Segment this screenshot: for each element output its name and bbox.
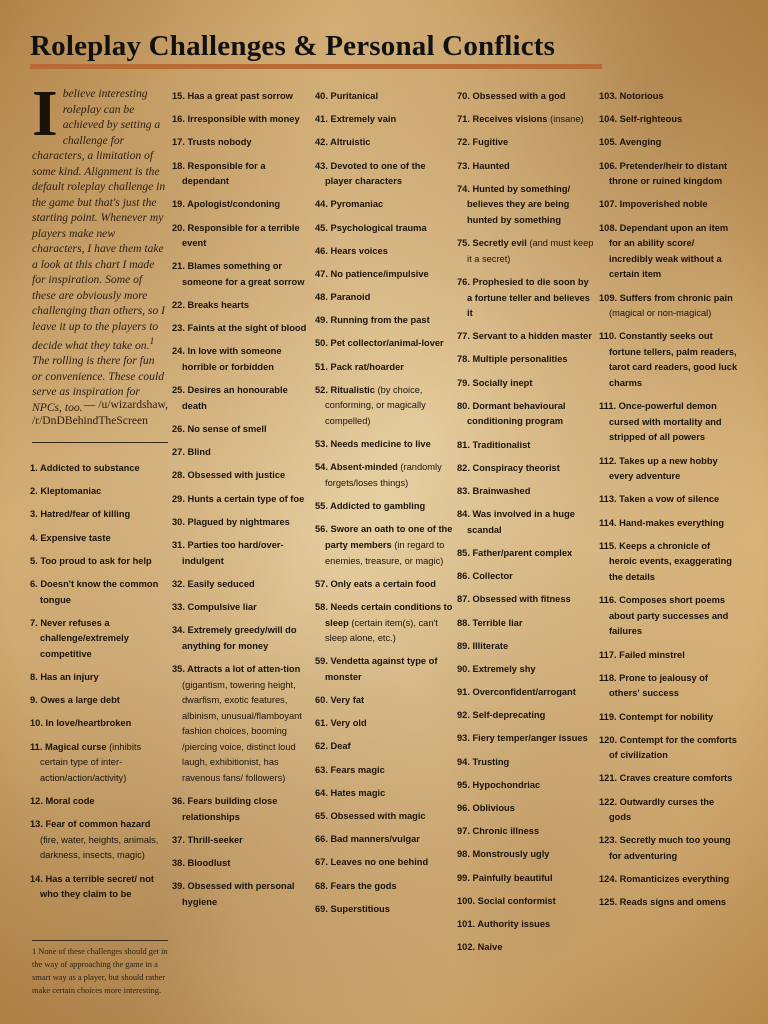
challenge-item — [172, 833, 310, 849]
challenge-label: 53. Needs medicine to live — [315, 439, 431, 450]
challenge-label: 95. Hypochondriac — [457, 779, 541, 790]
challenge-label: 123. Secretly much too young for adventuring — [599, 835, 731, 862]
challenge-item — [172, 422, 310, 438]
challenge-label: 96. Oblivious — [457, 803, 515, 814]
challenge-item — [457, 329, 595, 345]
challenge-column-2 — [172, 89, 310, 918]
challenge-label: 109. Suffers from chronic pain — [599, 292, 733, 303]
challenge-label: 19. Apologist/condoning — [172, 199, 281, 210]
challenge-item — [457, 112, 595, 128]
challenge-item — [30, 461, 168, 477]
challenge-note: (certain item(s), can't sleep alone, etc.) — [325, 617, 438, 644]
challenge-label: 7. Never refuses a challenge/extremely competitive — [30, 617, 129, 659]
challenge-label: 106. Pretender/heir to distant throne or ruined kingdom — [599, 160, 728, 187]
challenge-item — [30, 507, 168, 523]
signature-author: — /u/wizardshaw, — [83, 398, 168, 411]
challenge-item — [172, 538, 310, 569]
challenge-label: 104. Self-righteous — [599, 114, 683, 125]
challenge-label: 34. Extremely greedy/will do anything for money — [172, 625, 297, 651]
challenge-label: 100. Social conformist — [457, 895, 556, 906]
challenge-label: 85. Father/parent complex — [457, 547, 573, 558]
challenge-item — [599, 159, 739, 190]
challenge-item — [315, 499, 453, 515]
challenge-label: 120. Contempt for the comforts of civilization — [599, 734, 737, 761]
intro-text-continued: The rolling is there for fun or convenience. These could serve as inspiration for NPCs, too. — [32, 354, 164, 414]
challenge-item — [172, 468, 310, 484]
challenge-item — [457, 135, 595, 151]
challenge-label: 41. Extremely vain — [315, 114, 397, 125]
challenge-label: 84. Was involved in a huge scandal — [457, 509, 575, 535]
challenge-item — [315, 112, 453, 128]
challenge-item — [30, 670, 168, 686]
challenge-item — [457, 894, 595, 910]
challenge-label: 67. Leaves no one behind — [315, 857, 429, 868]
challenge-label: 62. Deaf — [315, 741, 351, 752]
challenge-note: (by choice, conforming, or magically compelled) — [325, 384, 426, 427]
challenge-label: 68. Fears the gods — [315, 880, 397, 891]
challenge-item — [30, 872, 168, 903]
challenge-item — [457, 484, 595, 500]
challenge-item — [30, 531, 168, 547]
challenge-label: 101. Authority issues — [457, 918, 551, 929]
footnote-divider — [32, 940, 168, 941]
challenge-label: 24. In love with someone horrible or forbidden — [172, 346, 282, 373]
challenge-column-4 — [457, 89, 595, 963]
challenge-label: 59. Vendetta against type of monster — [315, 656, 438, 682]
challenge-item — [599, 329, 739, 391]
challenge-item — [457, 182, 595, 229]
challenge-note: (magical or non-magical) — [609, 308, 712, 319]
challenge-label: 117. Failed minstrel — [599, 649, 685, 660]
challenge-label: 91. Overconfident/arrogant — [457, 687, 576, 698]
challenge-label: 112. Takes up a new hobby every adventure — [599, 455, 718, 482]
challenge-label: 8. Has an injury — [30, 672, 99, 683]
challenge-label: 81. Traditionalist — [457, 439, 531, 450]
challenge-label: 14. Has a terrible secret/ not who they claim to be — [30, 873, 155, 900]
challenge-item — [30, 740, 168, 787]
challenge-item — [457, 801, 595, 817]
challenge-label: 116. Composes short poems about party successes and failures — [599, 595, 729, 637]
challenge-label: 99. Painfully beautiful — [457, 872, 553, 883]
challenge-item — [315, 763, 453, 779]
challenge-item — [172, 794, 310, 825]
challenge-item — [457, 708, 595, 724]
challenge-label: 92. Self-deprecating — [457, 710, 546, 721]
challenge-item — [172, 89, 310, 105]
challenge-item — [457, 755, 595, 771]
challenge-item — [172, 298, 310, 314]
challenge-label: 107. Impoverished noble — [599, 199, 708, 210]
challenge-label: 56. Swore an oath to one of the party members — [315, 524, 453, 550]
challenge-item — [30, 616, 168, 663]
signature-subreddit: /r/DnDBehindTheScreen — [32, 414, 148, 427]
challenge-note: (fire, water, heights, animals, darkness, insects, magic) — [40, 834, 159, 861]
challenge-item — [457, 352, 595, 368]
challenge-label: 40. Puritanical — [315, 91, 379, 101]
challenge-note: (insane) — [547, 114, 584, 125]
challenge-item — [172, 135, 310, 151]
challenge-item — [457, 275, 595, 322]
challenge-label: 76. Prophesied to die soon by a fortune teller and believes it — [457, 276, 590, 319]
challenge-label: 86. Collector — [457, 571, 513, 582]
challenge-label: 118. Prone to jealousy of others' success — [599, 672, 709, 699]
challenge-label: 51. Pack rat/hoarder — [315, 361, 404, 372]
challenge-item — [457, 461, 595, 477]
challenge-item — [315, 654, 453, 685]
challenge-item — [172, 577, 310, 593]
challenge-item — [315, 336, 453, 352]
challenge-label: 50. Pet collector/animal-lover — [315, 338, 444, 349]
challenge-label: 115. Keeps a chronicle of heroic events, exaggerating the details — [599, 540, 732, 582]
challenge-item — [30, 554, 168, 570]
challenge-item — [315, 716, 453, 732]
challenge-label: 90. Extremely shy — [457, 663, 536, 674]
challenge-label: 73. Haunted — [457, 160, 510, 171]
challenge-label: 42. Altruistic — [315, 137, 371, 148]
challenge-label: 3. Hatred/fear of killing — [30, 509, 131, 520]
challenge-label: 2. Kleptomaniac — [30, 486, 102, 497]
challenge-item — [172, 879, 310, 910]
challenge-label: 80. Dormant behavioural conditioning program — [457, 400, 566, 427]
challenge-item — [172, 623, 310, 654]
challenge-item — [457, 89, 595, 105]
challenge-item — [315, 460, 453, 491]
challenge-label: 65. Obsessed with magic — [315, 811, 426, 822]
footnote-marker: 1 — [149, 336, 155, 347]
challenge-label: 20. Responsible for a terrible event — [172, 222, 300, 249]
challenge-item — [315, 159, 453, 190]
challenge-label: 31. Parties too hard/over-indulgent — [172, 539, 284, 566]
challenge-label: 21. Blames something or someone for a great sorrow — [172, 261, 305, 287]
challenge-item — [315, 902, 453, 918]
challenge-label: 26. No sense of smell — [172, 424, 267, 435]
challenge-label: 29. Hunts a certain type of foe — [172, 493, 305, 504]
challenge-item — [457, 592, 595, 608]
challenge-item — [315, 244, 453, 260]
challenge-label: 13. Fear of common hazard — [30, 819, 151, 830]
challenge-item — [457, 778, 595, 794]
challenge-item — [315, 383, 453, 430]
challenge-item — [315, 855, 453, 871]
challenge-item — [315, 221, 453, 237]
challenge-label: 108. Dependant upon an item for an ability score/ incredibly weak without a certain item — [599, 222, 729, 280]
signature-divider — [32, 442, 168, 443]
challenge-item — [172, 221, 310, 252]
challenge-item — [315, 786, 453, 802]
challenge-label: 4. Expensive taste — [30, 532, 111, 543]
challenge-label: 71. Receives visions — [457, 114, 548, 125]
challenge-label: 103. Notorious — [599, 91, 664, 101]
challenge-item — [315, 600, 453, 647]
challenge-item — [599, 197, 739, 213]
challenge-note: (randomly forgets/loses things) — [325, 462, 442, 488]
challenge-label: 124. Romanticizes everything — [599, 874, 730, 885]
challenge-label: 23. Faints at the sight of blood — [172, 323, 307, 334]
challenge-label: 27. Blind — [172, 447, 211, 458]
challenge-label: 111. Once-powerful demon cursed with mortality and stripped of all powers — [599, 401, 722, 443]
challenge-label: 78. Multiple personalities — [457, 354, 568, 365]
challenge-label: 113. Taken a vow of silence — [599, 494, 720, 505]
challenge-label: 75. Secretly evil — [457, 238, 527, 249]
challenge-label: 61. Very old — [315, 718, 367, 729]
challenge-item — [599, 648, 739, 664]
challenge-label: 82. Conspiracy theorist — [457, 462, 560, 473]
drop-cap: I — [32, 77, 58, 150]
challenge-column-5 — [599, 89, 739, 919]
challenge-item — [599, 221, 739, 283]
challenge-label: 58. Needs certain conditions to sleep — [315, 601, 453, 628]
challenge-label: 105. Avenging — [599, 137, 662, 148]
challenge-item — [30, 817, 168, 864]
challenge-label: 30. Plagued by nightmares — [172, 516, 290, 527]
challenge-item — [599, 872, 739, 888]
challenge-item — [172, 383, 310, 414]
challenge-label: 6. Doesn't know the common tongue — [30, 578, 159, 605]
challenge-label: 17. Trusts nobody — [172, 137, 252, 148]
challenge-label: 74. Hunted by something/ believes they are being hunted by something — [457, 183, 571, 225]
challenge-label: 52. Ritualistic — [315, 384, 375, 395]
challenge-item — [599, 89, 739, 105]
challenge-item — [30, 693, 168, 709]
challenge-label: 37. Thrill-seeker — [172, 835, 243, 846]
challenge-label: 36. Fears building close relationships — [172, 796, 278, 822]
challenge-item — [457, 616, 595, 632]
challenge-item — [457, 917, 595, 933]
challenge-item — [315, 577, 453, 593]
challenge-item — [599, 492, 739, 508]
challenge-item — [30, 484, 168, 500]
challenge-label: 114. Hand-makes everything — [599, 517, 725, 528]
challenge-column-1 — [30, 461, 168, 910]
challenge-item — [599, 593, 739, 640]
challenge-item — [599, 135, 739, 151]
challenge-label: 9. Owes a large debt — [30, 695, 120, 706]
title-underline — [30, 64, 602, 69]
challenge-item — [30, 716, 168, 732]
challenge-item — [599, 895, 739, 911]
challenge-label: 63. Fears magic — [315, 764, 385, 775]
challenge-item — [599, 112, 739, 128]
challenge-label: 48. Paranoid — [315, 292, 371, 303]
challenge-item — [599, 710, 739, 726]
challenge-label: 79. Socially inept — [457, 377, 533, 388]
challenge-item — [457, 871, 595, 887]
challenge-item — [457, 507, 595, 538]
challenge-label: 57. Only eats a certain food — [315, 578, 436, 589]
challenge-item — [172, 344, 310, 375]
challenge-label: 89. Illiterate — [457, 640, 509, 651]
challenge-item — [172, 321, 310, 337]
challenge-item — [30, 794, 168, 810]
challenge-label: 83. Brainwashed — [457, 486, 531, 496]
challenge-label: 15. Has a great past sorrow — [172, 91, 293, 101]
challenge-item — [599, 291, 739, 322]
challenge-item — [457, 236, 595, 267]
signature — [32, 397, 168, 429]
challenge-item — [457, 847, 595, 863]
challenge-label: 110. Constantly seeks out fortune tellers, palm readers, tarot card readers, good luck charms — [599, 331, 738, 389]
challenge-label: 33. Compulsive liar — [172, 601, 257, 612]
challenge-item — [315, 290, 453, 306]
challenge-label: 5. Too proud to ask for help — [30, 555, 152, 566]
challenge-label: 66. Bad manners/vulgar — [315, 834, 420, 845]
challenge-item — [599, 454, 739, 485]
challenge-item — [172, 197, 310, 213]
challenge-item — [172, 445, 310, 461]
challenge-label: 38. Bloodlust — [172, 858, 231, 869]
challenge-item — [315, 135, 453, 151]
challenge-item — [172, 159, 310, 190]
challenge-item — [315, 437, 453, 453]
challenge-item — [599, 671, 739, 702]
challenge-label: 77. Servant to a hidden master — [457, 331, 592, 342]
challenge-item — [315, 879, 453, 895]
challenge-label: 125. Reads signs and omens — [599, 897, 727, 908]
challenge-label: 69. Superstitious — [315, 903, 390, 914]
challenge-label: 25. Desires an honourable death — [172, 385, 288, 411]
challenge-label: 18. Responsible for a dependant — [172, 160, 266, 187]
challenge-note: (gigantism, towering height, dwarfism, exotic features, albinism, unusual/flamboyant fashion choices, booming /piercing voice, distinct loud laugh, exhibitionist, has ravenous fans/ followers) — [182, 679, 302, 784]
challenge-item — [599, 771, 739, 787]
challenge-item — [315, 89, 453, 105]
challenge-item — [599, 539, 739, 586]
challenge-note: (and must keep it a secret) — [467, 238, 594, 264]
challenge-item — [457, 731, 595, 747]
challenge-item — [172, 492, 310, 508]
challenge-label: 55. Addicted to gambling — [315, 501, 426, 512]
challenge-label: 28. Obsessed with justice — [172, 470, 286, 481]
challenge-item — [172, 600, 310, 616]
challenge-item — [457, 824, 595, 840]
challenge-label: 93. Fiery temper/anger issues — [457, 733, 588, 744]
challenge-label: 11. Magical curse — [30, 741, 107, 752]
challenge-item — [599, 833, 739, 864]
challenge-item — [599, 399, 739, 446]
challenge-label: 54. Absent-minded — [315, 462, 398, 473]
challenge-label: 121. Craves creature comforts — [599, 773, 733, 784]
challenge-label: 94. Trusting — [457, 756, 510, 767]
challenge-label: 64. Hates magic — [315, 787, 386, 798]
footnote: 1 None of these challenges should get in the way of approaching the game in a smart way as a player, but should rather make certain choices more interesting. — [32, 947, 168, 995]
challenge-item — [457, 376, 595, 392]
challenge-item — [30, 577, 168, 608]
challenge-label: 122. Outwardly curses the gods — [599, 796, 715, 823]
challenge-note: (in regard to enemies, treasure, or magic) — [325, 539, 445, 566]
challenge-label: 22. Breaks hearts — [172, 300, 250, 311]
challenge-label: 98. Monstrously ugly — [457, 849, 550, 860]
challenge-label: 72. Fugitive — [457, 137, 509, 148]
challenge-label: 88. Terrible liar — [457, 617, 523, 628]
challenge-label: 39. Obsessed with personal hygiene — [172, 881, 295, 907]
challenge-label: 46. Hears voices — [315, 245, 388, 256]
challenge-label: 44. Pyromaniac — [315, 199, 384, 210]
challenge-note: (inhibits certain type of inter-action/action/activity) — [40, 741, 142, 783]
challenge-label: 97. Chronic illness — [457, 826, 540, 837]
challenge-item — [599, 516, 739, 532]
challenge-item — [457, 569, 595, 585]
challenge-column-3 — [315, 89, 453, 925]
challenge-item — [172, 259, 310, 290]
challenge-label: 47. No patience/impulsive — [315, 268, 429, 279]
page-title: Roleplay Challenges & Personal Conflicts — [30, 30, 556, 62]
challenge-item — [315, 809, 453, 825]
challenge-item — [315, 313, 453, 329]
challenge-item — [315, 739, 453, 755]
challenge-item — [172, 112, 310, 128]
challenge-item — [172, 515, 310, 531]
challenge-item — [457, 399, 595, 430]
challenge-label: 49. Running from the past — [315, 315, 430, 326]
challenge-item — [315, 360, 453, 376]
challenge-item — [457, 546, 595, 562]
challenge-label: 1. Addicted to substance — [30, 463, 140, 473]
challenge-label: 12. Moral code — [30, 796, 95, 807]
challenge-label: 60. Very fat — [315, 695, 365, 706]
challenge-label: 43. Devoted to one of the player characters — [315, 160, 426, 187]
challenge-item — [457, 438, 595, 454]
challenge-item — [457, 685, 595, 701]
challenge-item — [315, 522, 453, 569]
challenge-label: 35. Attracts a lot of atten-tion — [172, 663, 301, 674]
intro-paragraph — [32, 77, 167, 415]
challenge-item — [599, 733, 739, 764]
challenge-item — [599, 795, 739, 826]
challenge-item — [172, 856, 310, 872]
challenge-label: 102. Naive — [457, 942, 503, 953]
challenge-label: 45. Psychological trauma — [315, 222, 427, 233]
challenge-label: 70. Obsessed with a god — [457, 91, 566, 101]
challenge-item — [457, 662, 595, 678]
challenge-label: 119. Contempt for nobility — [599, 711, 714, 722]
challenge-item — [457, 159, 595, 175]
challenge-item — [457, 639, 595, 655]
challenge-item — [172, 662, 310, 787]
challenge-label: 16. Irresponsible with money — [172, 114, 300, 125]
challenge-label: 32. Easily seduced — [172, 578, 255, 589]
challenge-label: 10. In love/heartbroken — [30, 718, 132, 729]
challenge-item — [315, 267, 453, 283]
intro-text: believe interesting roleplay can be achieved by setting a challenge for characters, a limitation of some kind. Alignment is the default roleplay challenge in the game but that's just the starting point. Whenever my players make new characters, I have them take a look at this chart I made for inspiration. Some of these are obviously more challenging than others, so I leave it up to the players to decide what they take on. — [32, 87, 166, 352]
challenge-item — [315, 832, 453, 848]
challenge-label: 87. Obsessed with fitness — [457, 594, 571, 605]
challenge-item — [457, 940, 595, 956]
challenge-item — [315, 197, 453, 213]
challenge-item — [315, 693, 453, 709]
